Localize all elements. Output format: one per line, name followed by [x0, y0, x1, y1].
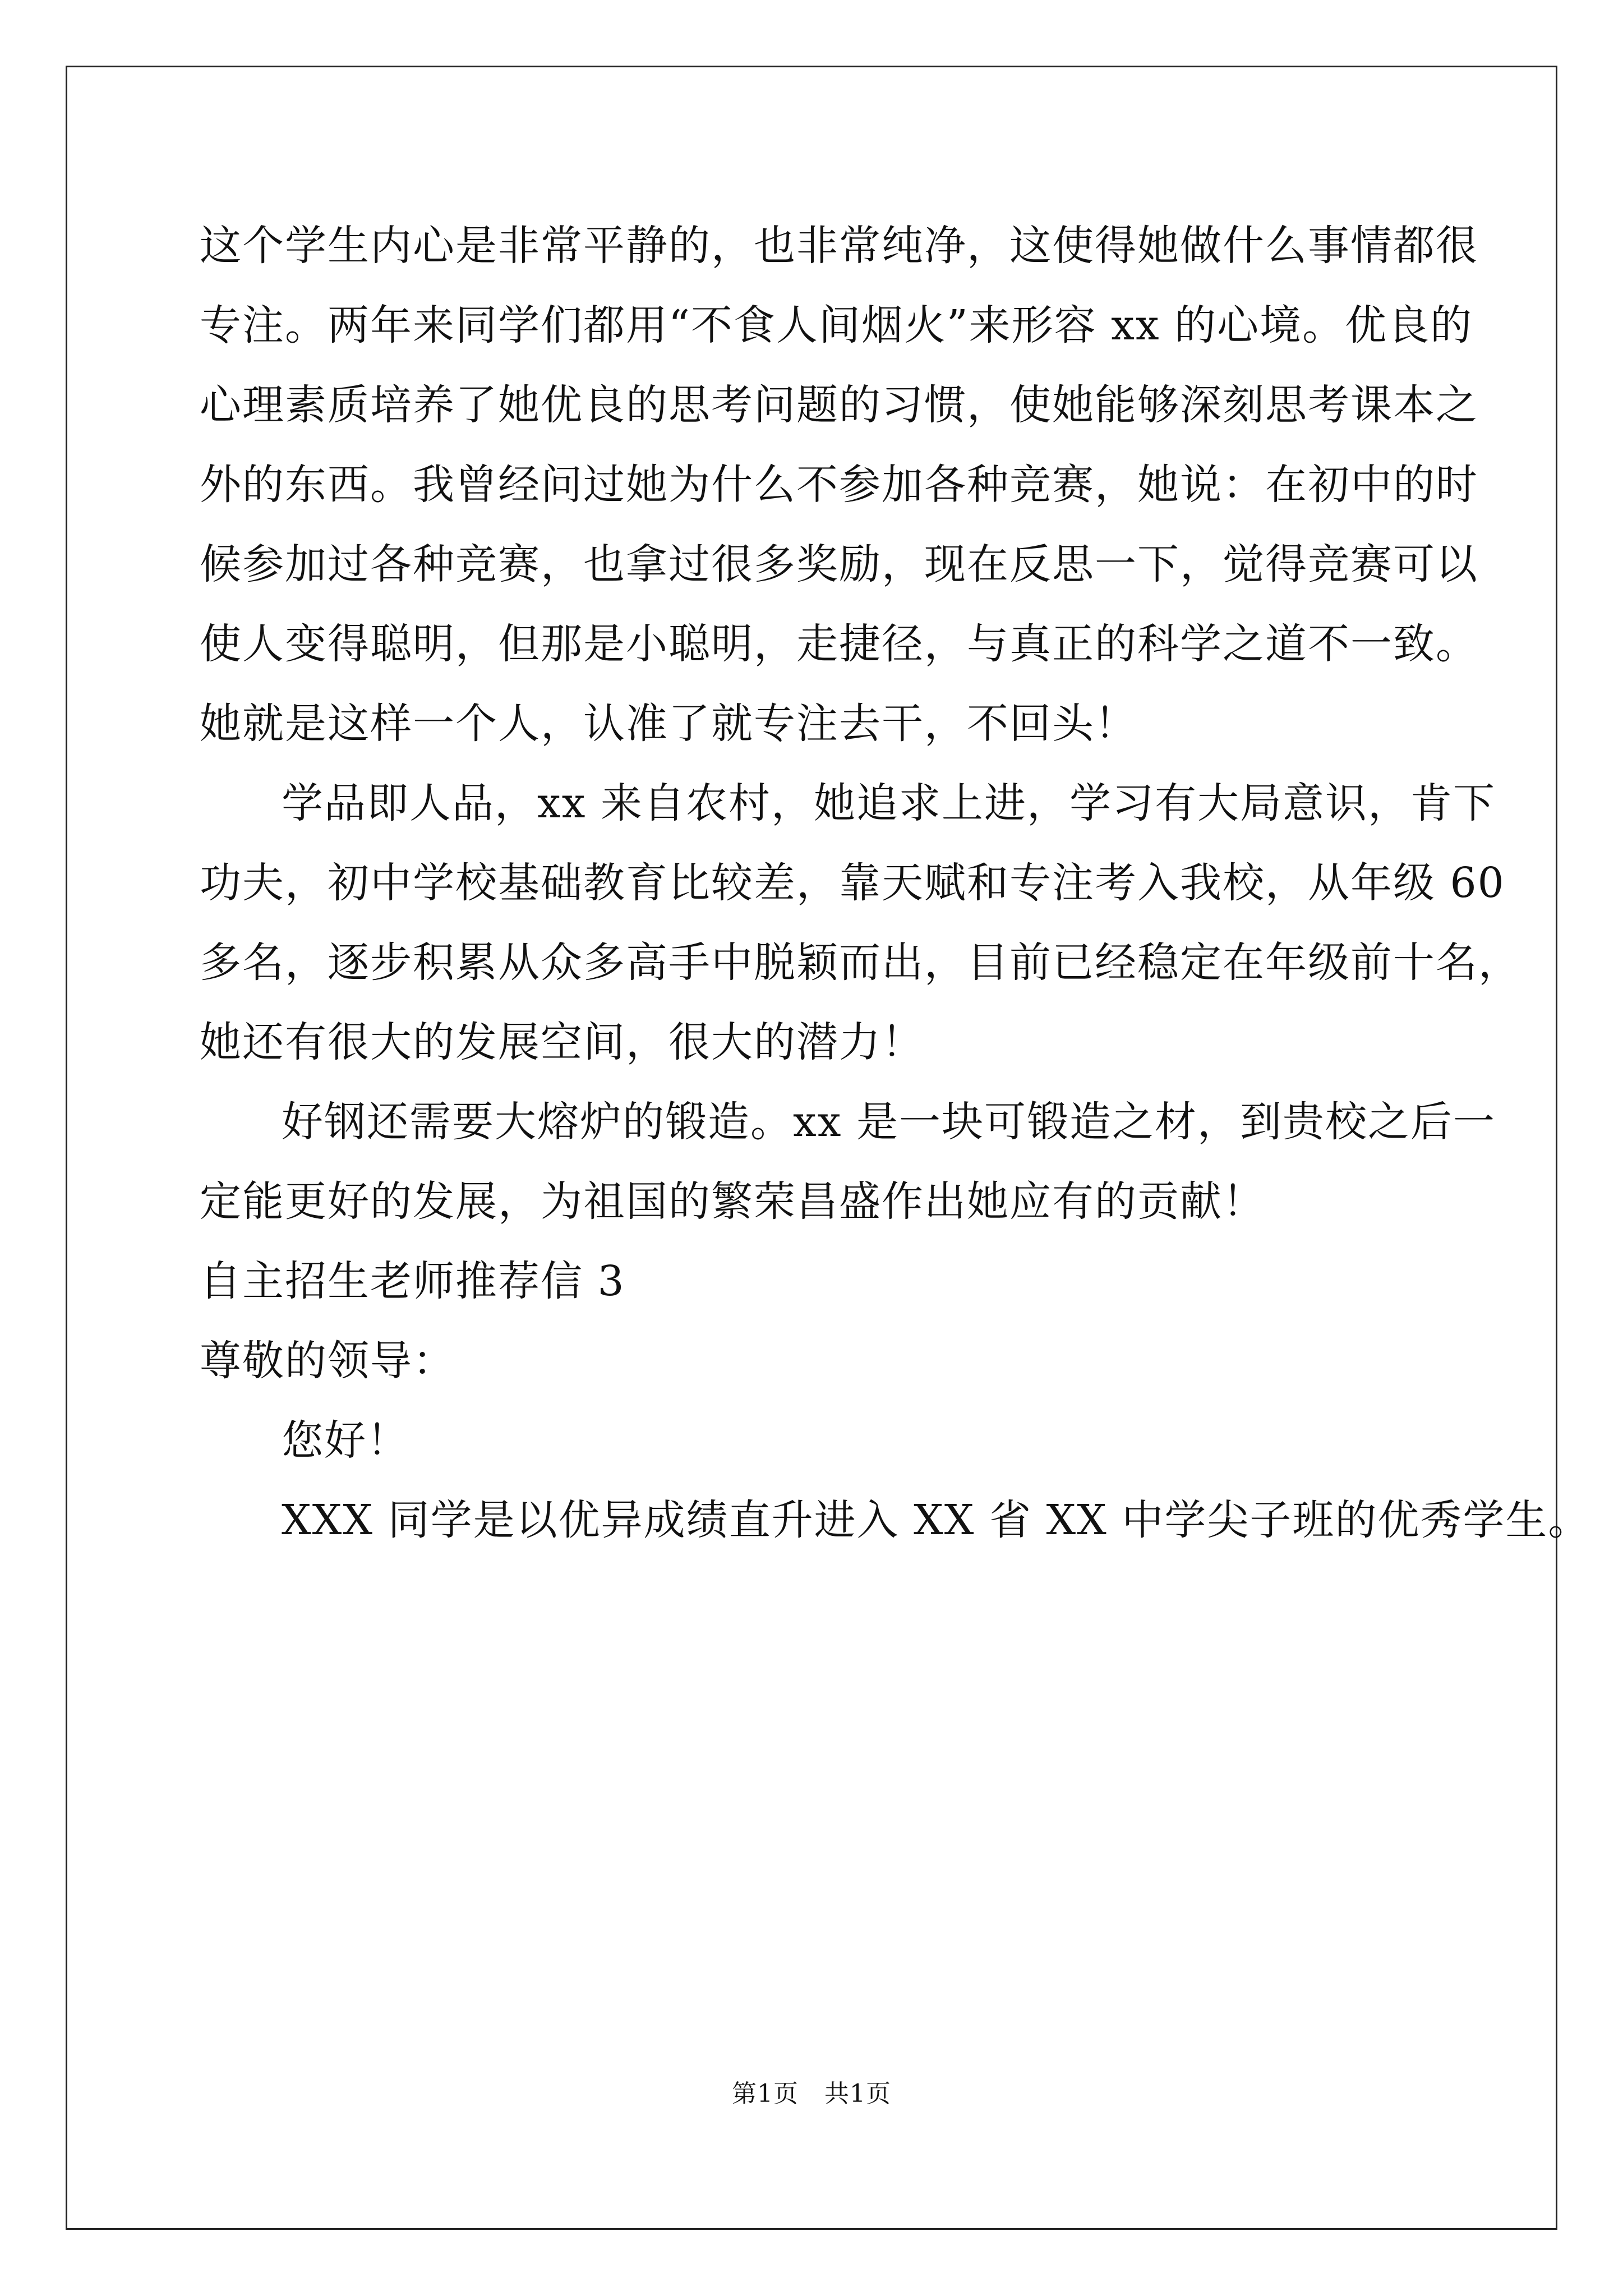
- page-number: 第1页: [732, 2079, 799, 2108]
- paragraph-line: 专注。两年来同学们都用“不食人间烟火”来形容 xx 的心境。优良的: [200, 301, 1473, 349]
- greeting: 您好！: [282, 1416, 409, 1465]
- paragraph-line: 功夫，初中学校基础教育比较差，靠天赋和专注考入我校，从年级 60: [200, 859, 1505, 907]
- page-total: 共1页: [824, 2079, 891, 2108]
- page-footer: [0, 2077, 1623, 2111]
- paragraph-line: 多名，逐步积累从众多高手中脱颖而出，目前已经稳定在年级前十名，: [200, 938, 1521, 987]
- paragraph-line: 定能更好的发展，为祖国的繁荣昌盛作出她应有的贡献！: [200, 1177, 1265, 1226]
- paragraph-line: 她还有很大的发展空间，很大的潜力！: [200, 1018, 924, 1066]
- section-heading: 自主招生老师推荐信 3: [200, 1257, 625, 1305]
- paragraph-line: 好钢还需要大熔炉的锻造。xx 是一块可锻造之材，到贵校之后一: [282, 1098, 1496, 1146]
- paragraph-line: XXX 同学是以优异成绩直升进入 XX 省 XX 中学尖子班的优秀学生。: [282, 1496, 1591, 1544]
- paragraph-line: 候参加过各种竞赛，也拿过很多奖励，现在反思一下，觉得竞赛可以: [200, 540, 1478, 588]
- paragraph-line: 心理素质培养了她优良的思考问题的习惯，使她能够深刻思考课本之: [200, 381, 1478, 429]
- paragraph-line: 使人变得聪明，但那是小聪明，走捷径，与真正的科学之道不一致。: [200, 620, 1478, 668]
- paragraph-line: 她就是这样一个人，认准了就专注去干，不回头！: [200, 700, 1137, 748]
- salutation: 尊敬的领导：: [200, 1337, 455, 1385]
- paragraph-line: 学品即人品，xx 来自农村，她追求上进，学习有大局意识，肯下: [282, 779, 1496, 827]
- paragraph-line: 这个学生内心是非常平静的，也非常纯净，这使得她做什么事情都很: [200, 222, 1478, 270]
- paragraph-line: 外的东西。我曾经问过她为什么不参加各种竞赛，她说：在初中的时: [200, 461, 1478, 509]
